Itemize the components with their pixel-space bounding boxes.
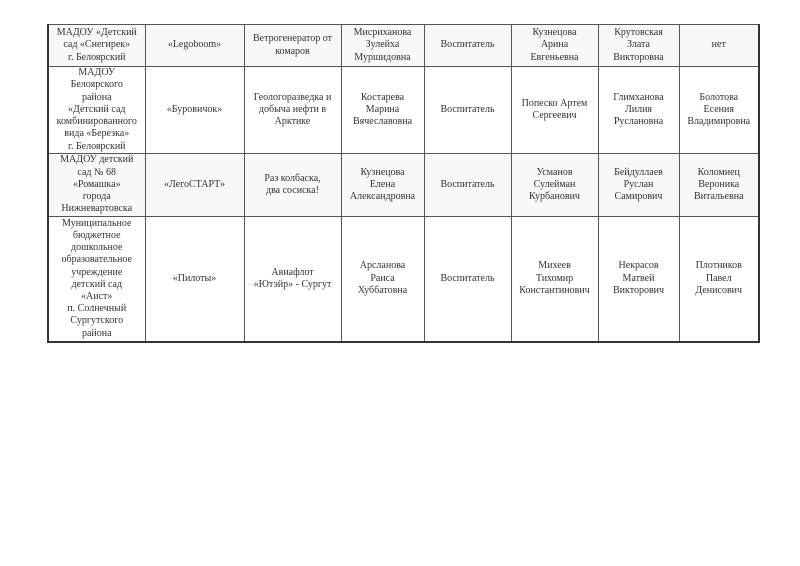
participant-1-cell: Михеев Тихомир Константинович [511, 217, 598, 342]
participant-2-cell: Глимханова Лилия Руслановна [598, 67, 679, 154]
participant-3-cell: Коломиец Вероника Витальевна [679, 154, 759, 217]
mentor-cell: Костарева Марина Вячеславовна [341, 67, 424, 154]
table-row [48, 67, 759, 154]
table-row [48, 25, 759, 67]
organization-cell: МАДОУ Белоярского района «Детский сад комбинированного вида «Березка» г. Белоярский [48, 67, 145, 154]
participant-1-cell: Кузнецова Арина Евгеньевна [511, 25, 598, 67]
organization-cell: МАДОУ детский сад № 68 «Ромашка» города Нижневартовска [48, 154, 145, 217]
table-row [48, 154, 759, 217]
project-title-cell: Авиафлот «Ютэйр» - Сургут [244, 217, 341, 342]
team-name-cell: «Буровичок» [145, 67, 244, 154]
project-title-cell: Раз колбаска, два сосиска! [244, 154, 341, 217]
participant-3-cell: нет [679, 25, 759, 67]
mentor-cell: Мисриханова Зулейха Муршидовна [341, 25, 424, 67]
organization-cell: МАДОУ «Детский сад «Снегирек» г. Белоярский [48, 25, 145, 67]
team-name-cell: «Пилоты» [145, 217, 244, 342]
mentor-position-cell: Воспитатель [424, 217, 511, 342]
project-title-cell: Геологоразведка и добыча нефти в Арктике [244, 67, 341, 154]
project-title-cell: Ветрогенератор от комаров [244, 25, 341, 67]
mentor-position-cell: Воспитатель [424, 154, 511, 217]
participant-1-cell: Попеско Артем Сергеевич [511, 67, 598, 154]
mentor-cell: Кузнецова Елена Александровна [341, 154, 424, 217]
participant-2-cell: Некрасов Матвей Викторович [598, 217, 679, 342]
participant-1-cell: Усманов Сулейман Курбанович [511, 154, 598, 217]
organization-cell: Муниципальное бюджетное дошкольное образовательное учреждение детский сад «Аист» п. Солнечный Сургутского района [48, 217, 145, 342]
participant-3-cell: Плотников Павел Денисович [679, 217, 759, 342]
mentor-cell: Арсланова Раиса Хуббатовна [341, 217, 424, 342]
participant-2-cell: Бейдуллаев Руслан Самирович [598, 154, 679, 217]
mentor-position-cell: Воспитатель [424, 67, 511, 154]
participant-3-cell: Болотова Есения Владимировна [679, 67, 759, 154]
team-name-cell: «ЛегоСТАРТ» [145, 154, 244, 217]
participants-table [47, 24, 760, 343]
participant-2-cell: Крутовская Злата Викторовна [598, 25, 679, 67]
team-name-cell: «Legoboom» [145, 25, 244, 67]
table-row [48, 217, 759, 342]
mentor-position-cell: Воспитатель [424, 25, 511, 67]
